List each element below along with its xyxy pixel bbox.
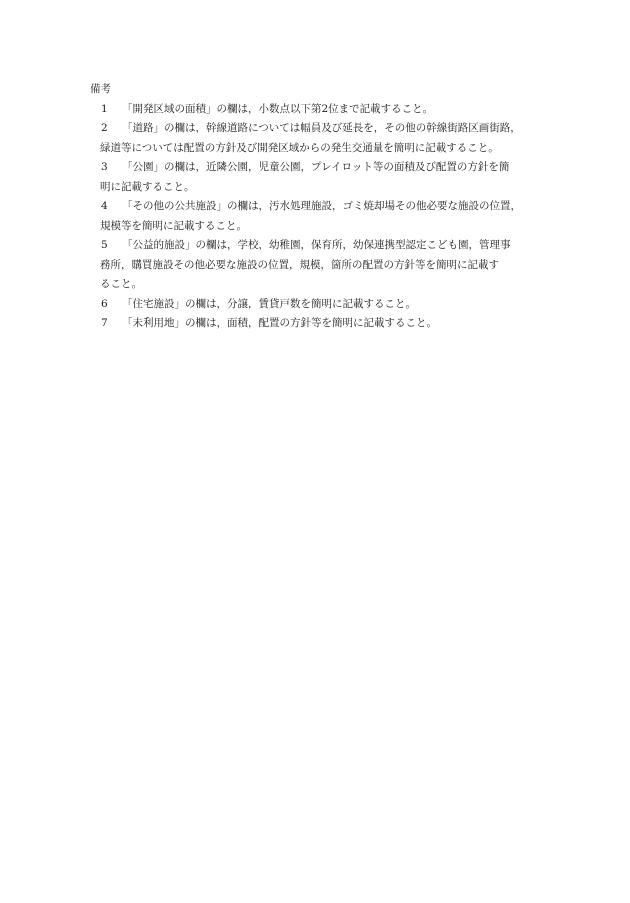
notes-section [90, 80, 550, 334]
note-item-1 [90, 100, 550, 120]
note-line: 「住宅施設」の欄は，分譲，賃貸戸数を簡明に記載すること。 [122, 297, 416, 310]
note-item-7 [90, 314, 550, 334]
note-number: 7 [101, 317, 108, 329]
note-line: 明に記載すること。 [100, 180, 195, 193]
note-line: 「開発区域の面積」の欄は，小数点以下第2位まで記載すること。 [122, 102, 434, 115]
note-number: 5 [101, 239, 108, 251]
note-number: 3 [101, 161, 108, 173]
notes-heading: 備考 [90, 83, 111, 95]
note-line: 緑道等については配置の方針及び開発区域からの発生交通量を簡明に記載すること。 [100, 141, 499, 154]
note-line: 「その他の公共施設」の欄は，汚水処理施設，ゴミ焼却場その他必要な施設の位置， [122, 200, 521, 212]
note-item-5 [90, 236, 550, 295]
note-item-6 [90, 295, 550, 315]
note-item-4 [90, 197, 550, 236]
note-number: 1 [101, 102, 108, 115]
note-line: ること。 [100, 278, 142, 290]
note-number: 4 [101, 200, 108, 212]
note-number: 2 [101, 122, 108, 134]
note-item-3 [90, 158, 550, 197]
note-number: 6 [101, 297, 108, 310]
note-line: 務所，購買施設その他必要な施設の位置，規模，箇所の配置の方針等を簡明に記載す [100, 258, 499, 271]
note-line: 規模等を簡明に記載すること。 [100, 219, 247, 232]
note-line: 「公益的施設」の欄は，学校，幼稚園，保育所，幼保連携型認定こども園，管理事 [122, 239, 511, 251]
note-item-2 [90, 119, 550, 158]
note-line: 「公園」の欄は，近隣公園，児童公園，プレイロット等の面積及び配置の方針を簡 [122, 161, 510, 173]
note-line: 「未利用地」の欄は，面積，配置の方針等を簡明に記載すること。 [122, 317, 437, 329]
note-line: 「道路」の欄は，幹線道路については幅員及び延長を，その他の幹線街路区画街路， [122, 122, 521, 134]
